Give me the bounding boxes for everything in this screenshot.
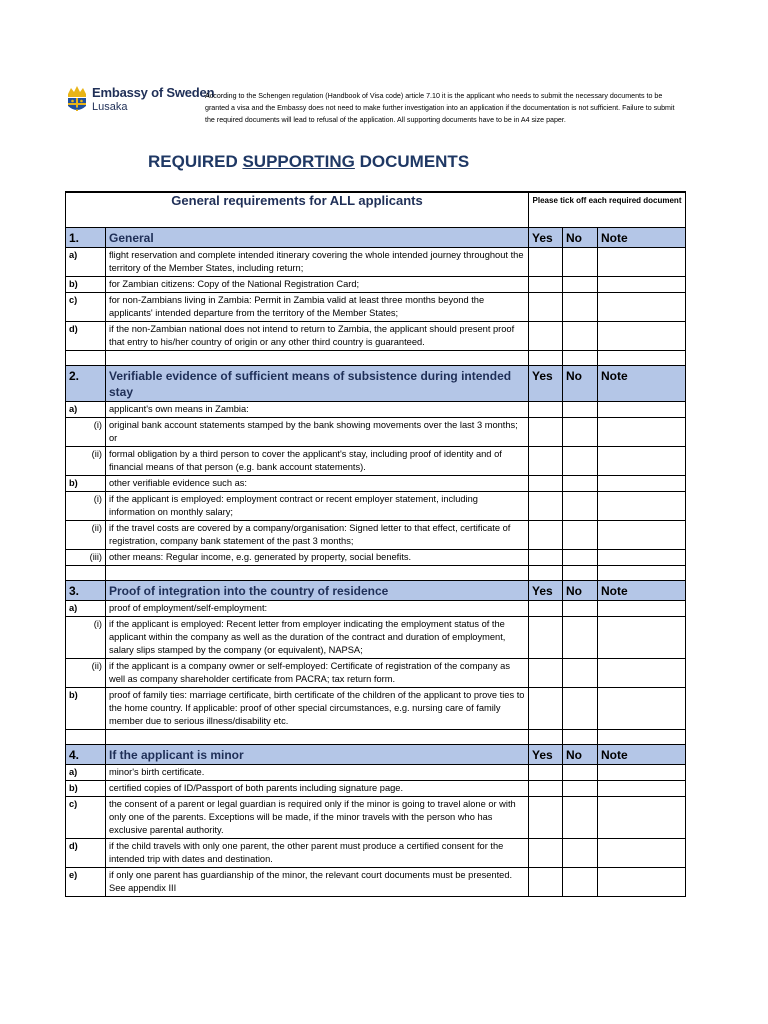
item-label: b): [66, 781, 106, 797]
logo-title: Embassy of Sweden: [92, 85, 215, 100]
no-checkbox-cell[interactable]: [563, 688, 598, 730]
no-checkbox-cell[interactable]: [563, 521, 598, 550]
yes-checkbox-cell[interactable]: [529, 617, 563, 659]
item-text: other verifiable evidence such as:: [106, 476, 529, 492]
spacer-cell: [66, 566, 106, 581]
no-checkbox-cell[interactable]: [563, 797, 598, 839]
no-checkbox-cell[interactable]: [563, 765, 598, 781]
note-checkbox-cell[interactable]: [598, 601, 686, 617]
table-row: [66, 418, 686, 447]
item-text: for Zambian citizens: Copy of the National Registration Card;: [106, 277, 529, 293]
item-label: d): [66, 839, 106, 868]
item-label: (ii): [66, 447, 106, 476]
yes-checkbox-cell[interactable]: [529, 868, 563, 897]
yes-checkbox-cell[interactable]: [529, 521, 563, 550]
table-row: [66, 659, 686, 688]
table-row: [66, 447, 686, 476]
note-checkbox-cell[interactable]: [598, 688, 686, 730]
item-label: e): [66, 868, 106, 897]
section-number: 1.: [66, 228, 106, 248]
table-row: [66, 688, 686, 730]
table-row: [66, 868, 686, 897]
embassy-logo: [60, 82, 215, 118]
title-part-1: REQUIRED: [148, 152, 243, 171]
yes-checkbox-cell[interactable]: [529, 322, 563, 351]
item-label: c): [66, 797, 106, 839]
note-checkbox-cell[interactable]: [598, 839, 686, 868]
yes-checkbox-cell[interactable]: [529, 797, 563, 839]
item-text: minor's birth certificate.: [106, 765, 529, 781]
no-column-header: No: [563, 745, 598, 765]
yes-checkbox-cell[interactable]: [529, 839, 563, 868]
no-checkbox-cell[interactable]: [563, 781, 598, 797]
table-row: [66, 521, 686, 550]
note-checkbox-cell[interactable]: [598, 322, 686, 351]
no-column-header: No: [563, 366, 598, 402]
table-row: [66, 765, 686, 781]
item-text: for non-Zambians living in Zambia: Permit in Zambia valid at least three months beyond the applicants' intended departure from the territory of the Member States;: [106, 293, 529, 322]
note-checkbox-cell[interactable]: [598, 521, 686, 550]
table-row: [66, 402, 686, 418]
note-checkbox-cell[interactable]: [598, 447, 686, 476]
section-title: Proof of integration into the country of residence: [106, 581, 529, 601]
page-title: [148, 152, 469, 172]
note-checkbox-cell[interactable]: [598, 659, 686, 688]
item-text: flight reservation and complete intended itinerary covering the whole intended journey throughout the territory of the Member States, including return;: [106, 248, 529, 277]
item-text: certified copies of ID/Passport of both parents including signature page.: [106, 781, 529, 797]
no-checkbox-cell[interactable]: [563, 293, 598, 322]
item-label: (ii): [66, 659, 106, 688]
note-checkbox-cell[interactable]: [598, 797, 686, 839]
document-header: [60, 82, 680, 138]
table-row: [66, 293, 686, 322]
note-checkbox-cell[interactable]: [598, 765, 686, 781]
general-requirements-title: General requirements for ALL applicants: [66, 192, 529, 228]
spacer-cell: [529, 730, 563, 745]
table-row: [66, 550, 686, 566]
item-text: if the applicant is a company owner or self-employed: Certificate of registration of the company as well as company shareholder certificate from PACRA; tax return form.: [106, 659, 529, 688]
table-row: [66, 839, 686, 868]
yes-checkbox-cell[interactable]: [529, 447, 563, 476]
item-label: b): [66, 688, 106, 730]
item-text: if the non-Zambian national does not intend to return to Zambia, the applicant should present proof that entry to his/her country of origin or any other third country is guaranteed.: [106, 322, 529, 351]
table-row: [66, 248, 686, 277]
item-label: b): [66, 476, 106, 492]
item-label: (i): [66, 418, 106, 447]
logo-city: Lusaka: [92, 101, 128, 113]
spacer-cell: [529, 351, 563, 366]
section-number: 3.: [66, 581, 106, 601]
item-label: a): [66, 248, 106, 277]
tick-off-instruction: Please tick off each required document: [529, 192, 686, 228]
no-checkbox-cell[interactable]: [563, 248, 598, 277]
no-checkbox-cell[interactable]: [563, 601, 598, 617]
item-text: original bank account statements stamped by the bank showing movements over the last 3 months; or: [106, 418, 529, 447]
spacer-row: [66, 730, 686, 745]
yes-checkbox-cell[interactable]: [529, 476, 563, 492]
yes-checkbox-cell[interactable]: [529, 550, 563, 566]
no-column-header: No: [563, 228, 598, 248]
yes-checkbox-cell[interactable]: [529, 688, 563, 730]
yes-checkbox-cell[interactable]: [529, 293, 563, 322]
title-part-3: DOCUMENTS: [354, 152, 470, 171]
crown-icon: [64, 84, 90, 114]
yes-checkbox-cell[interactable]: [529, 492, 563, 521]
yes-column-header: Yes: [529, 581, 563, 601]
note-checkbox-cell[interactable]: [598, 402, 686, 418]
note-checkbox-cell[interactable]: [598, 418, 686, 447]
spacer-cell: [66, 730, 106, 745]
yes-checkbox-cell[interactable]: [529, 765, 563, 781]
no-checkbox-cell[interactable]: [563, 868, 598, 897]
yes-column-header: Yes: [529, 745, 563, 765]
item-label: d): [66, 322, 106, 351]
no-checkbox-cell[interactable]: [563, 617, 598, 659]
table-row: [66, 781, 686, 797]
spacer-cell: [106, 566, 529, 581]
table-row: [66, 476, 686, 492]
table-row: [66, 797, 686, 839]
section-number: 2.: [66, 366, 106, 402]
item-label: c): [66, 293, 106, 322]
item-label: a): [66, 402, 106, 418]
item-text: proof of employment/self-employment:: [106, 601, 529, 617]
note-column-header: Note: [598, 745, 686, 765]
section-title: If the applicant is minor: [106, 745, 529, 765]
note-checkbox-cell[interactable]: [598, 492, 686, 521]
table-row: [66, 617, 686, 659]
item-label: a): [66, 601, 106, 617]
spacer-row: [66, 351, 686, 366]
item-label: (i): [66, 492, 106, 521]
no-checkbox-cell[interactable]: [563, 402, 598, 418]
note-column-header: Note: [598, 581, 686, 601]
item-text: other means: Regular income, e.g. generated by property, social benefits.: [106, 550, 529, 566]
note-checkbox-cell[interactable]: [598, 277, 686, 293]
requirements-table: [65, 191, 686, 897]
item-label: a): [66, 765, 106, 781]
yes-checkbox-cell[interactable]: [529, 248, 563, 277]
no-checkbox-cell[interactable]: [563, 550, 598, 566]
spacer-cell: [106, 351, 529, 366]
item-text: formal obligation by a third person to cover the applicant's stay, including proof of identity and of financial means of that person (e.g. bank account statements).: [106, 447, 529, 476]
no-checkbox-cell[interactable]: [563, 476, 598, 492]
table-row: [66, 601, 686, 617]
item-label: (ii): [66, 521, 106, 550]
note-checkbox-cell[interactable]: [598, 868, 686, 897]
spacer-cell: [598, 730, 686, 745]
note-checkbox-cell[interactable]: [598, 550, 686, 566]
section-header-row: [66, 581, 686, 601]
section-title: General: [106, 228, 529, 248]
spacer-row: [66, 566, 686, 581]
no-column-header: No: [563, 581, 598, 601]
no-checkbox-cell[interactable]: [563, 659, 598, 688]
item-text: if the travel costs are covered by a company/organisation: Signed letter to that effect, certificate of registration, company bank statement of the past 3 months;: [106, 521, 529, 550]
table-row: [66, 492, 686, 521]
item-label: (i): [66, 617, 106, 659]
yes-checkbox-cell[interactable]: [529, 402, 563, 418]
note-checkbox-cell[interactable]: [598, 248, 686, 277]
note-checkbox-cell[interactable]: [598, 781, 686, 797]
spacer-cell: [563, 566, 598, 581]
yes-column-header: Yes: [529, 228, 563, 248]
no-checkbox-cell[interactable]: [563, 277, 598, 293]
yes-checkbox-cell[interactable]: [529, 601, 563, 617]
title-part-2: SUPPORTING: [242, 152, 355, 171]
spacer-cell: [598, 351, 686, 366]
section-header-row: [66, 745, 686, 765]
item-text: proof of family ties: marriage certificate, birth certificate of the children of the applicant to prove ties to the home country. If applicable: proof of other special circumstances, e.g. nursing care of family member due to serious illness/disability etc.: [106, 688, 529, 730]
note-checkbox-cell[interactable]: [598, 617, 686, 659]
spacer-cell: [66, 351, 106, 366]
section-header-row: [66, 228, 686, 248]
table-header-row: [66, 192, 686, 228]
section-title: Verifiable evidence of sufficient means of subsistence during intended stay: [106, 366, 529, 402]
table-row: [66, 277, 686, 293]
yes-column-header: Yes: [529, 366, 563, 402]
note-column-header: Note: [598, 228, 686, 248]
yes-checkbox-cell[interactable]: [529, 659, 563, 688]
yes-checkbox-cell[interactable]: [529, 418, 563, 447]
item-text: if the child travels with only one parent, the other parent must produce a certified consent for the intended trip with dates and destination.: [106, 839, 529, 868]
item-label: (iii): [66, 550, 106, 566]
no-checkbox-cell[interactable]: [563, 492, 598, 521]
no-checkbox-cell[interactable]: [563, 418, 598, 447]
item-text: applicant's own means in Zambia:: [106, 402, 529, 418]
spacer-cell: [598, 566, 686, 581]
item-text: the consent of a parent or legal guardian is required only if the minor is going to travel alone or with only one of the parents. Exceptions will be made, if the minor travels with the person who has exclusive parental authority.: [106, 797, 529, 839]
yes-checkbox-cell[interactable]: [529, 781, 563, 797]
item-text: if the applicant is employed: Recent letter from employer indicating the employment status of the applicant within the company as well as the duration of the contract and duration of employment, salary slips stamped by the company (or equivalent), NAPSA;: [106, 617, 529, 659]
no-checkbox-cell[interactable]: [563, 322, 598, 351]
intro-paragraph: According to the Schengen regulation (Handbook of Visa code) article 7.10 it is the applicant who needs to submit the necessary documents to be granted a visa and the Embassy does not need to make further investigation into an application if the documentation is not sufficient. Failure to submit the required documents will lead to refusal of the application. All supporting documents have to be in A4 size paper.: [205, 92, 675, 124]
yes-checkbox-cell[interactable]: [529, 277, 563, 293]
spacer-cell: [106, 730, 529, 745]
no-checkbox-cell[interactable]: [563, 839, 598, 868]
no-checkbox-cell[interactable]: [563, 447, 598, 476]
note-column-header: Note: [598, 366, 686, 402]
table-row: [66, 322, 686, 351]
note-checkbox-cell[interactable]: [598, 293, 686, 322]
item-text: if only one parent has guardianship of the minor, the relevant court documents must be presented. See appendix III: [106, 868, 529, 897]
section-header-row: [66, 366, 686, 402]
note-checkbox-cell[interactable]: [598, 476, 686, 492]
spacer-cell: [563, 730, 598, 745]
item-text: if the applicant is employed: employment contract or recent employer statement, including information on monthly salary;: [106, 492, 529, 521]
spacer-cell: [529, 566, 563, 581]
item-label: b): [66, 277, 106, 293]
section-number: 4.: [66, 745, 106, 765]
spacer-cell: [563, 351, 598, 366]
